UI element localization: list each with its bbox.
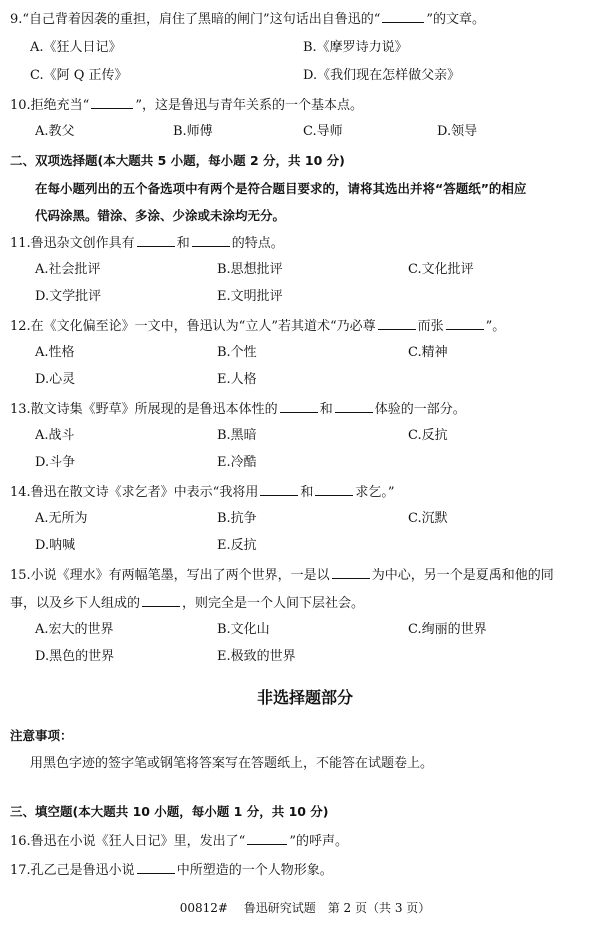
part-title: 非选择题部分 bbox=[256, 688, 353, 707]
option-a: A.《狂人日记》 bbox=[30, 40, 122, 55]
option-b: B.黑暗 bbox=[217, 428, 257, 443]
answer-blank bbox=[446, 317, 484, 330]
option-b: B.师傅 bbox=[173, 124, 213, 139]
question-13 bbox=[10, 400, 610, 418]
question-12-text: 12.在《文化偏至论》一文中，鲁迅认为“立人”若其道术“乃必尊 bbox=[10, 319, 376, 334]
question-11 bbox=[10, 234, 610, 252]
notice-title: 注意事项： bbox=[10, 728, 73, 743]
answer-blank bbox=[247, 832, 287, 845]
question-16 bbox=[10, 832, 610, 850]
option-e: E.文明批评 bbox=[217, 289, 283, 304]
option-b: B.《摩罗诗力说》 bbox=[303, 40, 408, 55]
option-e: E.冷酷 bbox=[217, 455, 257, 470]
question-9-text: 9.“自己背着因袭的重担，肩住了黑暗的闸门”这句话出自鲁迅的“ bbox=[10, 12, 381, 27]
answer-blank bbox=[192, 234, 230, 247]
question-14 bbox=[10, 483, 610, 501]
question-16-text: 16.鲁迅在小说《狂人日记》里，发出了“ bbox=[10, 834, 246, 849]
question-13-text-mid: 和 bbox=[319, 402, 333, 417]
question-17-text: 17.孔乙己是鲁迅小说 bbox=[10, 863, 135, 878]
option-c: C.绚丽的世界 bbox=[408, 622, 487, 637]
option-b: B.思想批评 bbox=[217, 262, 283, 277]
option-a: A.社会批评 bbox=[35, 262, 101, 277]
option-d: D.心灵 bbox=[35, 372, 76, 387]
section-2-instruction: 在每小题列出的五个备选项中有两个是符合题目要求的，请将其选出并将“答题纸”的相应 bbox=[35, 181, 527, 196]
question-14-text-mid: 和 bbox=[300, 485, 314, 500]
question-10-text: 10.拒绝充当“ bbox=[10, 98, 90, 113]
option-a: A.宏大的世界 bbox=[35, 622, 114, 637]
question-13-text: 13.散文诗集《野草》所展现的是鲁迅本体性的 bbox=[10, 402, 278, 417]
question-15-text: 15.小说《理水》有两幅笔墨，写出了两个世界，一是以 bbox=[10, 568, 330, 583]
option-d: D.黑色的世界 bbox=[35, 649, 115, 664]
question-15-text-end: ，则完全是一个人间下层社会。 bbox=[182, 596, 365, 611]
option-c: C.精神 bbox=[408, 345, 448, 360]
question-11-text-end: 的特点。 bbox=[231, 236, 284, 251]
answer-blank bbox=[382, 10, 424, 23]
option-a: A.教父 bbox=[35, 124, 75, 139]
question-16-text-end: ”的呼声。 bbox=[289, 834, 348, 849]
option-e: E.反抗 bbox=[217, 538, 257, 553]
answer-blank bbox=[378, 317, 416, 330]
option-b: B.文化山 bbox=[217, 622, 270, 637]
answer-blank bbox=[315, 483, 353, 496]
question-9 bbox=[10, 10, 610, 28]
option-c: C.文化批评 bbox=[408, 262, 474, 277]
question-12 bbox=[10, 317, 610, 335]
answer-blank bbox=[280, 400, 318, 413]
question-10 bbox=[10, 96, 610, 114]
answer-blank bbox=[335, 400, 373, 413]
option-c: C.沉默 bbox=[408, 511, 448, 526]
page-footer: 00812# 鲁迅研究试题 第 2 页（共 3 页） bbox=[179, 901, 431, 915]
option-d: D.《我们现在怎样做父亲》 bbox=[303, 68, 461, 83]
section-2-instruction-2: 代码涂黑。错涂、多涂、少涂或未涂均无分。 bbox=[35, 208, 286, 223]
answer-blank bbox=[137, 861, 175, 874]
option-a: A.无所为 bbox=[35, 511, 88, 526]
question-11-text: 11.鲁迅杂文创作具有 bbox=[10, 236, 135, 251]
answer-blank bbox=[260, 483, 298, 496]
answer-blank bbox=[91, 96, 133, 109]
question-14-text-end: 求乞。” bbox=[355, 485, 395, 500]
question-11-text-mid: 和 bbox=[176, 236, 190, 251]
question-15 bbox=[10, 566, 610, 584]
option-c: C.导师 bbox=[303, 124, 343, 139]
option-d: D.斗争 bbox=[35, 455, 76, 470]
option-c: C.反抗 bbox=[408, 428, 448, 443]
section-3-heading: 三、填空题(本大题共 10 小题，每小题 1 分，共 10 分) bbox=[10, 804, 329, 819]
option-b: B.个性 bbox=[217, 345, 257, 360]
question-9-text-end: ”的文章。 bbox=[426, 12, 485, 27]
option-e: E.人格 bbox=[217, 372, 257, 387]
answer-blank bbox=[137, 234, 175, 247]
option-c: C.《阿 Q 正传》 bbox=[30, 68, 128, 83]
option-d: D.呐喊 bbox=[35, 538, 76, 553]
option-a: A.战斗 bbox=[35, 428, 75, 443]
question-15-line-2 bbox=[10, 594, 610, 612]
option-a: A.性格 bbox=[35, 345, 75, 360]
question-15-text-mid: 为中心，另一个是夏禹和他的同 bbox=[371, 568, 554, 583]
answer-blank bbox=[332, 566, 370, 579]
notice-body: 用黑色字迹的签字笔或钢笔将答案写在答题纸上，不能答在试题卷上。 bbox=[30, 756, 434, 771]
question-15-text-2: 事，以及乡下人组成的 bbox=[10, 596, 141, 611]
section-2-heading: 二、双项选择题(本大题共 5 小题，每小题 2 分，共 10 分) bbox=[10, 153, 345, 168]
question-17 bbox=[10, 861, 610, 879]
option-d: D.领导 bbox=[437, 124, 478, 139]
question-13-text-end: 体验的一部分。 bbox=[374, 402, 466, 417]
question-12-text-end: ”。 bbox=[485, 319, 506, 334]
option-e: E.极致的世界 bbox=[217, 649, 296, 664]
option-b: B.抗争 bbox=[217, 511, 257, 526]
question-10-text-end: ”，这是鲁迅与青年关系的一个基本点。 bbox=[135, 98, 363, 113]
question-14-text: 14.鲁迅在散文诗《求乞者》中表示“我将用 bbox=[10, 485, 259, 500]
question-12-text-mid: 而张 bbox=[417, 319, 444, 334]
option-d: D.文学批评 bbox=[35, 289, 102, 304]
question-17-text-end: 中所塑造的一个人物形象。 bbox=[176, 863, 333, 878]
answer-blank bbox=[142, 594, 180, 607]
